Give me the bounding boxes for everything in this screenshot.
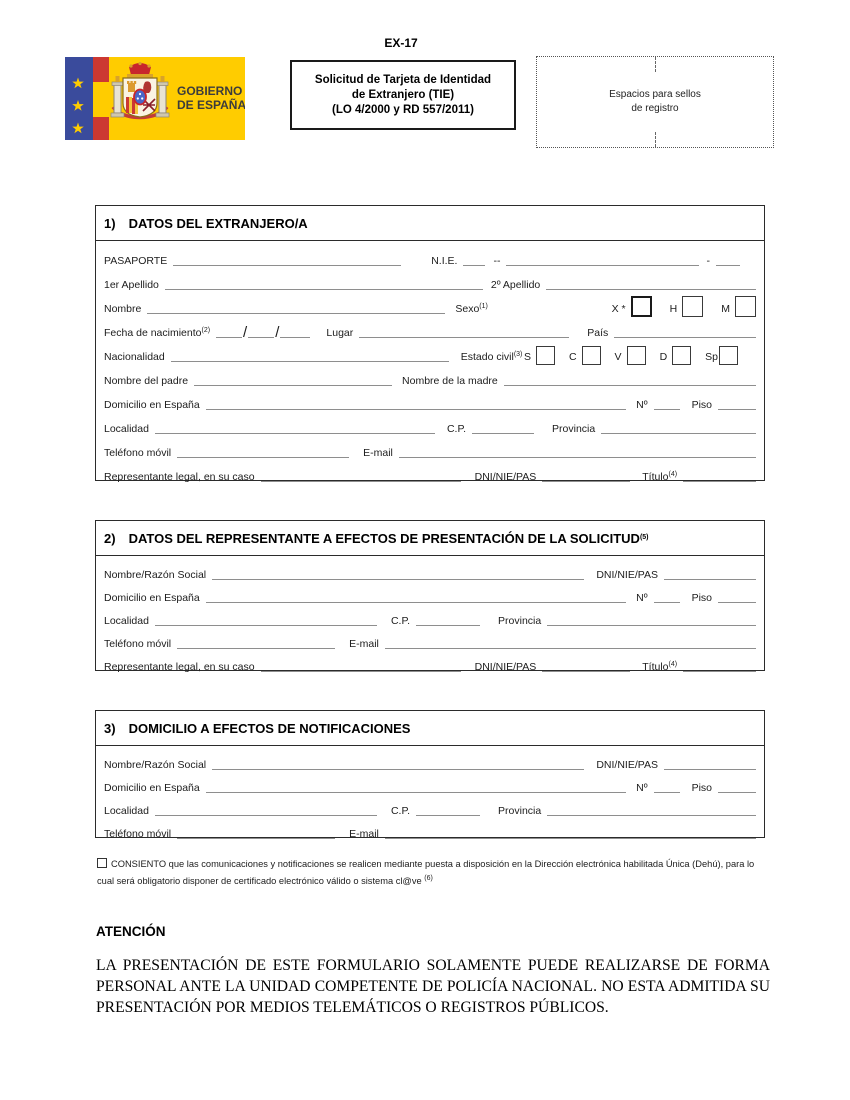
logo-text-line1: GOBIERNO — [177, 84, 243, 98]
lugar-input-line[interactable] — [359, 335, 569, 338]
domicilio-input-line[interactable] — [206, 407, 626, 410]
estado-d-checkbox[interactable] — [672, 346, 691, 365]
pais-input-line[interactable] — [614, 335, 756, 338]
stamp-label-line1: Espacios para sellos — [609, 89, 701, 100]
row-nombre-sexo — [96, 293, 764, 317]
localidad-label: Localidad — [104, 423, 149, 436]
piso-input-line[interactable] — [718, 407, 756, 410]
nombre-padre-label: Nombre del padre — [104, 375, 189, 388]
cp-label: C.P. — [446, 423, 467, 436]
stamp-divider-bottom — [655, 132, 656, 147]
s2-rep-legal-input-line[interactable] — [261, 669, 461, 672]
s2-localidad-label: Localidad — [104, 615, 149, 628]
sexo-checkbox-group — [612, 296, 756, 317]
s2-domicilio-label: Domicilio en España — [104, 592, 200, 605]
section-1-datos-extranjero — [95, 205, 765, 484]
rep-legal-label: Representante legal, en su caso — [104, 471, 255, 484]
s2-rep-dni-input-line[interactable] — [542, 669, 630, 672]
s3-email-input-line[interactable] — [385, 836, 756, 839]
email-input-line[interactable] — [399, 455, 756, 458]
s3-provincia-label: Provincia — [498, 805, 542, 818]
s2-piso-label: Piso — [691, 592, 712, 605]
s2-dni-input-line[interactable] — [664, 577, 756, 580]
s2-dni-label: DNI/NIE/PAS — [596, 569, 658, 582]
row-apellidos — [96, 269, 764, 293]
localidad-input-line[interactable] — [155, 431, 435, 434]
form-code: EX-17 — [384, 36, 418, 50]
fecha-slash-1: / — [243, 324, 248, 341]
nie-label: N.I.E. — [431, 255, 458, 268]
apellido2-input-line[interactable] — [546, 287, 756, 290]
estado-s-label: S — [523, 351, 531, 364]
row-pasaporte-nie — [96, 245, 764, 269]
nie-prefix-input-line[interactable] — [463, 263, 485, 266]
rep-dni-label: DNI/NIE/PAS — [474, 471, 537, 484]
sexo-label: Sexo$^{(1)}$ — [455, 303, 488, 316]
section-3-number: 3) — [104, 720, 116, 736]
sexo-h-checkbox[interactable] — [682, 296, 703, 317]
s2-localidad-input-line[interactable] — [155, 623, 377, 626]
fecha-dia-input-line[interactable] — [216, 335, 242, 338]
s3-telefono-label: Teléfono móvil — [104, 828, 172, 841]
s2-rep-legal-label: Representante legal, en su caso — [104, 661, 255, 674]
fecha-slash-2: / — [275, 324, 280, 341]
s2-rep-dni-label: DNI/NIE/PAS — [474, 661, 537, 674]
apellido1-label: 1er Apellido — [104, 279, 159, 292]
row-s2-domicilio — [96, 583, 764, 606]
pasaporte-input-line[interactable] — [173, 263, 401, 266]
s3-localidad-label: Localidad — [104, 805, 149, 818]
s2-email-label: E-mail — [349, 638, 379, 651]
fecha-mes-input-line[interactable] — [248, 335, 274, 338]
titulo-input-line[interactable] — [683, 479, 756, 482]
s2-numero-input-line[interactable] — [654, 600, 680, 603]
row-telefono-email — [96, 437, 764, 461]
s2-titulo-input-line[interactable] — [683, 669, 756, 672]
provincia-label: Provincia — [552, 423, 596, 436]
s2-email-input-line[interactable] — [385, 646, 756, 649]
numero-label: Nº — [636, 399, 648, 412]
estado-civil-footnote-sup: (3) — [513, 351, 523, 359]
titulo-footnote-sup: (4) — [668, 471, 678, 479]
form-title-box — [290, 60, 516, 130]
section-2-number: 2) — [104, 530, 116, 546]
fecha-footnote-sup: (2) — [201, 327, 211, 335]
s3-email-label: E-mail — [349, 828, 379, 841]
s3-numero-input-line[interactable] — [654, 790, 680, 793]
pasaporte-label: PASAPORTE — [104, 255, 168, 268]
row-s3-domicilio — [96, 773, 764, 796]
spain-flag-logo-icon — [65, 57, 245, 140]
row-s3-nombre-razon — [96, 750, 764, 773]
s2-telefono-label: Teléfono móvil — [104, 638, 172, 651]
estado-d-label: D — [659, 351, 668, 364]
consent-footnote-sup: (6) — [424, 875, 433, 882]
nie-separator-2: - — [706, 255, 710, 268]
form-title-line3: (LO 4/2000 y RD 557/2011) — [332, 103, 474, 116]
s2-provincia-input-line[interactable] — [547, 623, 756, 626]
row-s2-nombre-razon — [96, 560, 764, 583]
stamp-label-line2: de registro — [631, 103, 679, 114]
s3-localidad-input-line[interactable] — [155, 813, 377, 816]
nombre-label: Nombre — [104, 303, 142, 316]
estado-c-label: C — [568, 351, 577, 364]
s3-provincia-input-line[interactable] — [547, 813, 756, 816]
row-s3-localidad — [96, 796, 764, 819]
cp-input-line[interactable] — [472, 431, 534, 434]
apellido1-input-line[interactable] — [165, 287, 483, 290]
sexo-x-label: X * — [611, 303, 626, 316]
nie-number-input-line[interactable] — [506, 263, 698, 266]
section-3-title: DOMICILIO A EFECTOS DE NOTIFICACIONES — [128, 720, 411, 736]
estado-civil-checkbox-group — [524, 346, 738, 365]
nacionalidad-label: Nacionalidad — [104, 351, 165, 364]
s3-nombre-razon-label: Nombre/Razón Social — [104, 759, 207, 772]
estado-c-checkbox[interactable] — [582, 346, 601, 365]
estado-s-checkbox[interactable] — [536, 346, 555, 365]
row-s2-representante-legal — [96, 652, 764, 675]
sexo-h-label: H — [669, 303, 678, 316]
s3-numero-label: Nº — [636, 782, 648, 795]
s2-titulo-label: Título$^{(4)}$ — [642, 661, 678, 674]
telefono-label: Teléfono móvil — [104, 447, 172, 460]
rep-dni-input-line[interactable] — [542, 479, 630, 482]
email-label: E-mail — [363, 447, 393, 460]
sexo-m-checkbox[interactable] — [735, 296, 756, 317]
stamp-divider-top — [655, 57, 656, 72]
s2-nombre-razon-label: Nombre/Razón Social — [104, 569, 207, 582]
s2-piso-input-line[interactable] — [718, 600, 756, 603]
row-s2-telefono-email — [96, 629, 764, 652]
s2-cp-input-line[interactable] — [416, 623, 480, 626]
s3-telefono-input-line[interactable] — [177, 836, 335, 839]
titulo-label: Título$^{(4)}$ — [642, 471, 678, 484]
row-nacionalidad-estado — [96, 341, 764, 365]
sexo-footnote-sup: (1) — [479, 303, 488, 311]
s2-titulo-footnote-sup: (4) — [668, 661, 678, 669]
logo-text-line2: DE ESPAÑA — [177, 98, 245, 112]
row-localidad — [96, 413, 764, 437]
s3-piso-input-line[interactable] — [718, 790, 756, 793]
section-1-number: 1) — [104, 215, 116, 231]
domicilio-label: Domicilio en España — [104, 399, 200, 412]
lugar-label: Lugar — [326, 327, 354, 340]
form-title-line2: de Extranjero (TIE) — [351, 88, 455, 101]
section-3-domicilio-notificaciones — [95, 710, 765, 841]
section-2-header — [96, 521, 764, 556]
numero-input-line[interactable] — [654, 407, 680, 410]
nombre-madre-label: Nombre de la madre — [402, 375, 498, 388]
nacionalidad-input-line[interactable] — [171, 359, 449, 362]
s3-piso-label: Piso — [691, 782, 712, 795]
section-1-title: DATOS DEL EXTRANJERO/A — [128, 215, 308, 231]
nombre-padre-input-line[interactable] — [194, 383, 392, 386]
consent-text: CONSIENTO que las comunicaciones y notificaciones se realicen mediante puesta a disposición en la Dirección electrónica habilitada Única (Dehú), para lo cual será obligatorio disponer de certificado electrónico válido o sistema cl@ve — [97, 859, 755, 886]
row-padres — [96, 365, 764, 389]
rep-legal-input-line[interactable] — [261, 479, 461, 482]
estado-sp-checkbox[interactable] — [719, 346, 738, 365]
estado-v-label: V — [614, 351, 622, 364]
row-domicilio — [96, 389, 764, 413]
sexo-x-checkbox[interactable] — [631, 296, 652, 317]
estado-sp-label: Sp — [705, 351, 718, 364]
s3-dni-label: DNI/NIE/PAS — [596, 759, 658, 772]
s2-cp-label: C.P. — [390, 615, 411, 628]
s2-nombre-razon-input-line[interactable] — [212, 577, 584, 580]
section-2-footnote-sup: (5) — [639, 533, 649, 541]
attention-body: LA PRESENTACIÓN DE ESTE FORMULARIO SOLAMENTE PUEDE REALIZARSE DE FORMA PERSONAL ANTE LA UNIDAD COMPETENTE DE POLICÍA NACIONAL. NO ESTA ADMITIDA SU PRESENTACIÓN POR MEDIOS TELEMÁTICOS O REGISTROS PÚBLICOS. — [96, 957, 770, 1016]
s3-cp-input-line[interactable] — [416, 813, 480, 816]
nie-suffix-input-line[interactable] — [716, 263, 740, 266]
apellido2-label: 2º Apellido — [490, 279, 541, 292]
consent-checkbox[interactable] — [97, 858, 107, 868]
estado-v-checkbox[interactable] — [627, 346, 646, 365]
s2-provincia-label: Provincia — [498, 615, 542, 628]
section-2-datos-representante — [95, 520, 765, 674]
s2-numero-label: Nº — [636, 592, 648, 605]
s3-nombre-razon-input-line[interactable] — [212, 767, 584, 770]
s3-domicilio-label: Domicilio en España — [104, 782, 200, 795]
piso-label: Piso — [691, 399, 712, 412]
s3-dni-input-line[interactable] — [664, 767, 756, 770]
row-representante-legal — [96, 461, 764, 485]
row-s2-localidad — [96, 606, 764, 629]
registry-stamp-box — [536, 56, 774, 148]
s2-domicilio-input-line[interactable] — [206, 600, 626, 603]
row-s3-telefono-email — [96, 819, 764, 842]
s3-domicilio-input-line[interactable] — [206, 790, 626, 793]
consent-paragraph — [97, 856, 769, 890]
fecha-anio-input-line[interactable] — [280, 335, 310, 338]
section-1-header — [96, 206, 764, 241]
section-3-header — [96, 711, 764, 746]
estado-civil-label: Estado civil$^{(3)}$ — [460, 351, 523, 364]
telefono-input-line[interactable] — [177, 455, 349, 458]
provincia-input-line[interactable] — [601, 431, 756, 434]
attention-heading: ATENCIÓN — [96, 924, 166, 939]
nombre-input-line[interactable] — [147, 311, 445, 314]
s2-telefono-input-line[interactable] — [177, 646, 335, 649]
s3-cp-label: C.P. — [390, 805, 411, 818]
pais-label: País — [587, 327, 609, 340]
nombre-madre-input-line[interactable] — [504, 383, 756, 386]
fecha-nacimiento-label: Fecha de nacimiento$^{(2)}$ — [104, 327, 211, 340]
row-fecha-lugar-pais — [96, 317, 764, 341]
sexo-m-label: M — [721, 303, 730, 316]
section-2-title: DATOS DEL REPRESENTANTE A EFECTOS DE PRESENTACIÓN DE LA SOLICITUD$^{(5)}$ — [128, 530, 649, 546]
nie-separator-1: -- — [493, 255, 501, 268]
gobierno-de-espana-logo — [65, 57, 245, 140]
form-title-line1: Solicitud de Tarjeta de Identidad — [314, 73, 492, 86]
